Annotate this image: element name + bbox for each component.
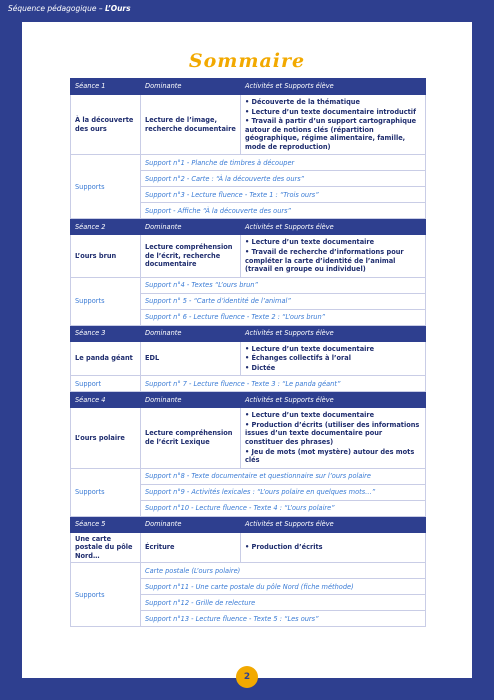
support-item: Support n°9 - Activités lexicales : “L’ours polaire en quelques mots…”: [141, 484, 426, 500]
support-row: [71, 563, 426, 579]
activity-item: • Travail de recherche d’informations pour compléter la carte d’identité de l’animal (travail en groupe ou individuel): [245, 248, 421, 274]
seance-label: Séance 4: [71, 392, 141, 408]
support-row: [71, 376, 426, 392]
support-item: Support n°4 - Textes “L’ours brun”: [141, 277, 426, 293]
seance-row: [71, 235, 426, 277]
activity-item: • Échanges collectifs à l’oral: [245, 354, 421, 363]
support-item: Support n°1 - Planche de timbres à découper: [141, 155, 426, 171]
support-item: Support n°11 - Une carte postale du pôle Nord (fiche méthode): [141, 579, 426, 595]
seance-dominante: Lecture de l’image, recherche documentaire: [141, 95, 241, 155]
seance-name: À la découverte des ours: [71, 95, 141, 155]
activity-item: • Découverte de la thématique: [245, 98, 421, 107]
seance-header-row: [71, 516, 426, 532]
activity-list: [245, 345, 421, 373]
supports-label: Support: [71, 376, 141, 392]
support-item: Support n° 6 - Lecture fluence - Texte 2 : “L’ours brun”: [141, 309, 426, 325]
seance-activities: [241, 235, 426, 277]
activity-item: • Production d’écrits (utiliser des informations issues d’un texte documentaire pour constituer des phrases): [245, 421, 421, 447]
support-row: [71, 468, 426, 484]
seance-label: Séance 1: [71, 79, 141, 95]
activity-list: [245, 238, 421, 273]
seance-header-row: [71, 392, 426, 408]
seance-name: Le panda géant: [71, 341, 141, 376]
activity-item: • Production d’écrits: [245, 543, 421, 552]
support-item: Support n° 5 - “Carte d’identité de l’animal”: [141, 293, 426, 309]
activity-item: • Jeu de mots (mot mystère) autour des mots clés: [245, 448, 421, 465]
page-number: 2: [236, 666, 258, 688]
column-dominante: Dominante: [141, 219, 241, 235]
support-item: Support n°3 - Lecture fluence - Texte 1 : “Trois ours”: [141, 187, 426, 203]
column-dominante: Dominante: [141, 392, 241, 408]
column-activites: Activités et Supports élève: [241, 219, 426, 235]
seance-dominante: Lecture compréhension de l’écrit, recherche documentaire: [141, 235, 241, 277]
activity-item: • Lecture d’un texte documentaire: [245, 345, 421, 354]
activity-item: • Lecture d’un texte documentaire: [245, 411, 421, 420]
activity-item: • Travail à partir d’un support cartographique autour de notions clés (répartition géographique, régime alimentaire, famille, mode de reproduction): [245, 117, 421, 151]
activity-list: [245, 98, 421, 151]
support-item: Carte postale (L’ours polaire): [141, 563, 426, 579]
support-item: Support n°13 - Lecture fluence - Texte 5 : “Les ours”: [141, 611, 426, 627]
seance-row: [71, 408, 426, 468]
seance-activities: [241, 408, 426, 468]
seance-label: Séance 5: [71, 516, 141, 532]
activity-list: [245, 411, 421, 464]
header-name: L’Ours: [104, 4, 131, 13]
seance-activities: [241, 95, 426, 155]
seance-label: Séance 3: [71, 325, 141, 341]
seance-label: Séance 2: [71, 219, 141, 235]
running-header: [8, 4, 131, 13]
column-dominante: Dominante: [141, 516, 241, 532]
column-dominante: Dominante: [141, 79, 241, 95]
supports-label: Supports: [71, 277, 141, 325]
seance-name: L’ours polaire: [71, 408, 141, 468]
supports-label: Supports: [71, 563, 141, 627]
activity-item: • Dictée: [245, 364, 421, 373]
seance-header-row: [71, 325, 426, 341]
supports-label: Supports: [71, 155, 141, 219]
support-item: Support n° 7 - Lecture fluence - Texte 3 : “Le panda géant”: [141, 376, 426, 392]
seance-name: Une carte postale du pôle Nord…: [71, 532, 141, 563]
activity-item: • Lecture d’un texte documentaire introductif: [245, 108, 421, 117]
support-item: Support n°2 - Carte : “À la découverte des ours”: [141, 171, 426, 187]
header-prefix: Séquence pédagogique –: [8, 4, 105, 13]
support-item: Support n°10 - Lecture fluence - Texte 4 : “L’ours polaire”: [141, 500, 426, 516]
seance-row: [71, 95, 426, 155]
seance-row: [71, 341, 426, 376]
seance-dominante: Écriture: [141, 532, 241, 563]
column-activites: Activités et Supports élève: [241, 516, 426, 532]
seance-header-row: [71, 79, 426, 95]
seance-name: L’ours brun: [71, 235, 141, 277]
activity-list: [245, 543, 421, 552]
column-activites: Activités et Supports élève: [241, 392, 426, 408]
support-row: [71, 277, 426, 293]
column-activites: Activités et Supports élève: [241, 79, 426, 95]
support-item: Support n°8 - Texte documentaire et questionnaire sur l’ours polaire: [141, 468, 426, 484]
support-item: Support n°12 - Grille de relecture: [141, 595, 426, 611]
support-row: [71, 155, 426, 171]
seance-activities: [241, 341, 426, 376]
seance-dominante: EDL: [141, 341, 241, 376]
seance-header-row: [71, 219, 426, 235]
seance-row: [71, 532, 426, 563]
activity-item: • Lecture d’un texte documentaire: [245, 238, 421, 247]
seance-dominante: Lecture compréhension de l’écrit Lexique: [141, 408, 241, 468]
summary-table: [70, 78, 426, 627]
seance-activities: [241, 532, 426, 563]
column-activites: Activités et Supports élève: [241, 325, 426, 341]
supports-label: Supports: [71, 468, 141, 516]
support-item: Support - Affiche “À la découverte des ours”: [141, 203, 426, 219]
page-title: Sommaire: [188, 50, 306, 72]
column-dominante: Dominante: [141, 325, 241, 341]
